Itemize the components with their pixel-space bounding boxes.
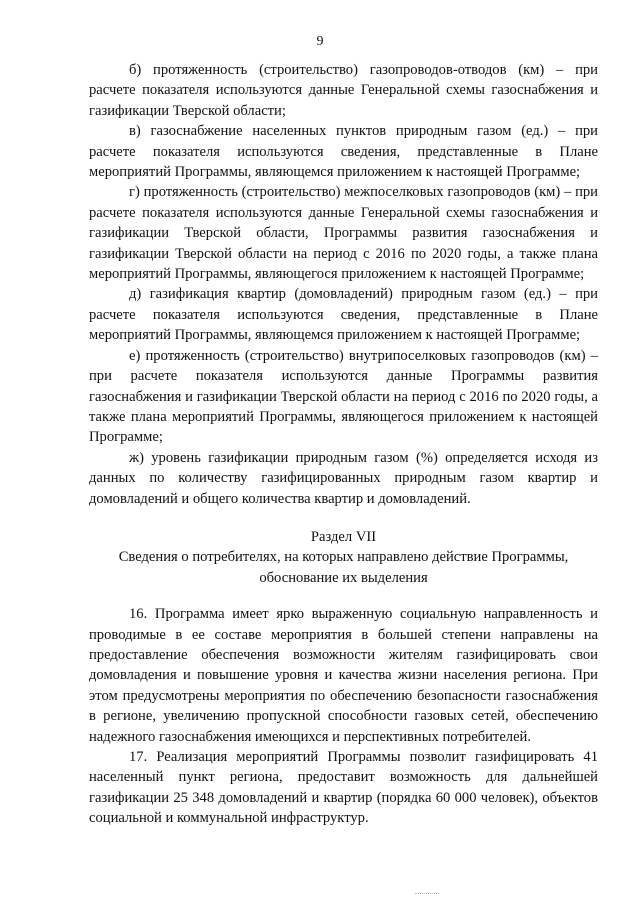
document-body [89,60,598,829]
list-item-e: е) протяженность (строительство) внутрипоселковых газопроводов (км) – при расчете показателя используются данные Программы развития газоснабжения и газификации Тверской области на период с 2016 по 2020 годы, а также плана мероприятий Программы, являющегося приложением к настоящей Программе; [89,347,598,446]
list-item-zh: ж) уровень газификации природным газом (%) определяется исходя из данных по количеству газифицированных природным газом квартир и домовладений и общего количества квартир и домовладений. [89,449,598,507]
list-item-v: в) газоснабжение населенных пунктов природным газом (ед.) – при расчете показателя используются сведения, представленные в Плане мероприятий Программы, являющемся приложением к настоящей Программе; [89,123,598,181]
section-subtitle: Сведения о потребителях, на которых направлено действие Программы, обоснование их выделения [118,549,569,586]
list-item-d: д) газификация квартир (домовладений) природным газом (ед.) – при расчете показателя используются сведения, представленные в Плане мероприятий Программы, являющемся приложением к настоящей Программе; [89,286,598,344]
list-item-g: г) протяженность (строительство) межпоселковых газопроводов (км) – при расчете показателя используются данные Генеральной схемы газоснабжения и газификации Тверской области, Программы развития газоснабжения и газификации Тверской области на период с 2016 по 2020 годы, а также плана мероприятий Программы, являющегося приложением к настоящей Программе; [89,184,598,283]
paragraph-17: 17. Реализация мероприятий Программы позволит газифицировать 41 населенный пункт региона, предоставит возможность для дальнейшей газификации 25 348 домовладений и квартир (порядка 60 000 человек), объектов социальной и коммунальной инфраструктур. [89,749,598,827]
scan-artifact [415,893,439,898]
section-heading [89,527,598,588]
page-number: 9 [316,34,324,49]
list-item-b: б) протяженность (строительство) газопроводов-отводов (км) – при расчете показателя используются данные Генеральной схемы газоснабжения и газификации Тверской области; [89,62,598,119]
section-title: Раздел VII [310,528,377,545]
paragraph-16: 16. Программа имеет ярко выраженную социальную направленность и проводимые в ее составе мероприятия в большей степени направлены на предоставление обеспечения возможности жителям газифицировать свои домовладения и повышение уровня и качества жизни населения региона. При этом предусмотрены мероприятия по обеспечению безопасности газоснабжения в регионе, увеличению пропускной способности газовых сетей, обеспечению надежного газоснабжения имеющихся и перспективных потребителей. [89,606,598,745]
